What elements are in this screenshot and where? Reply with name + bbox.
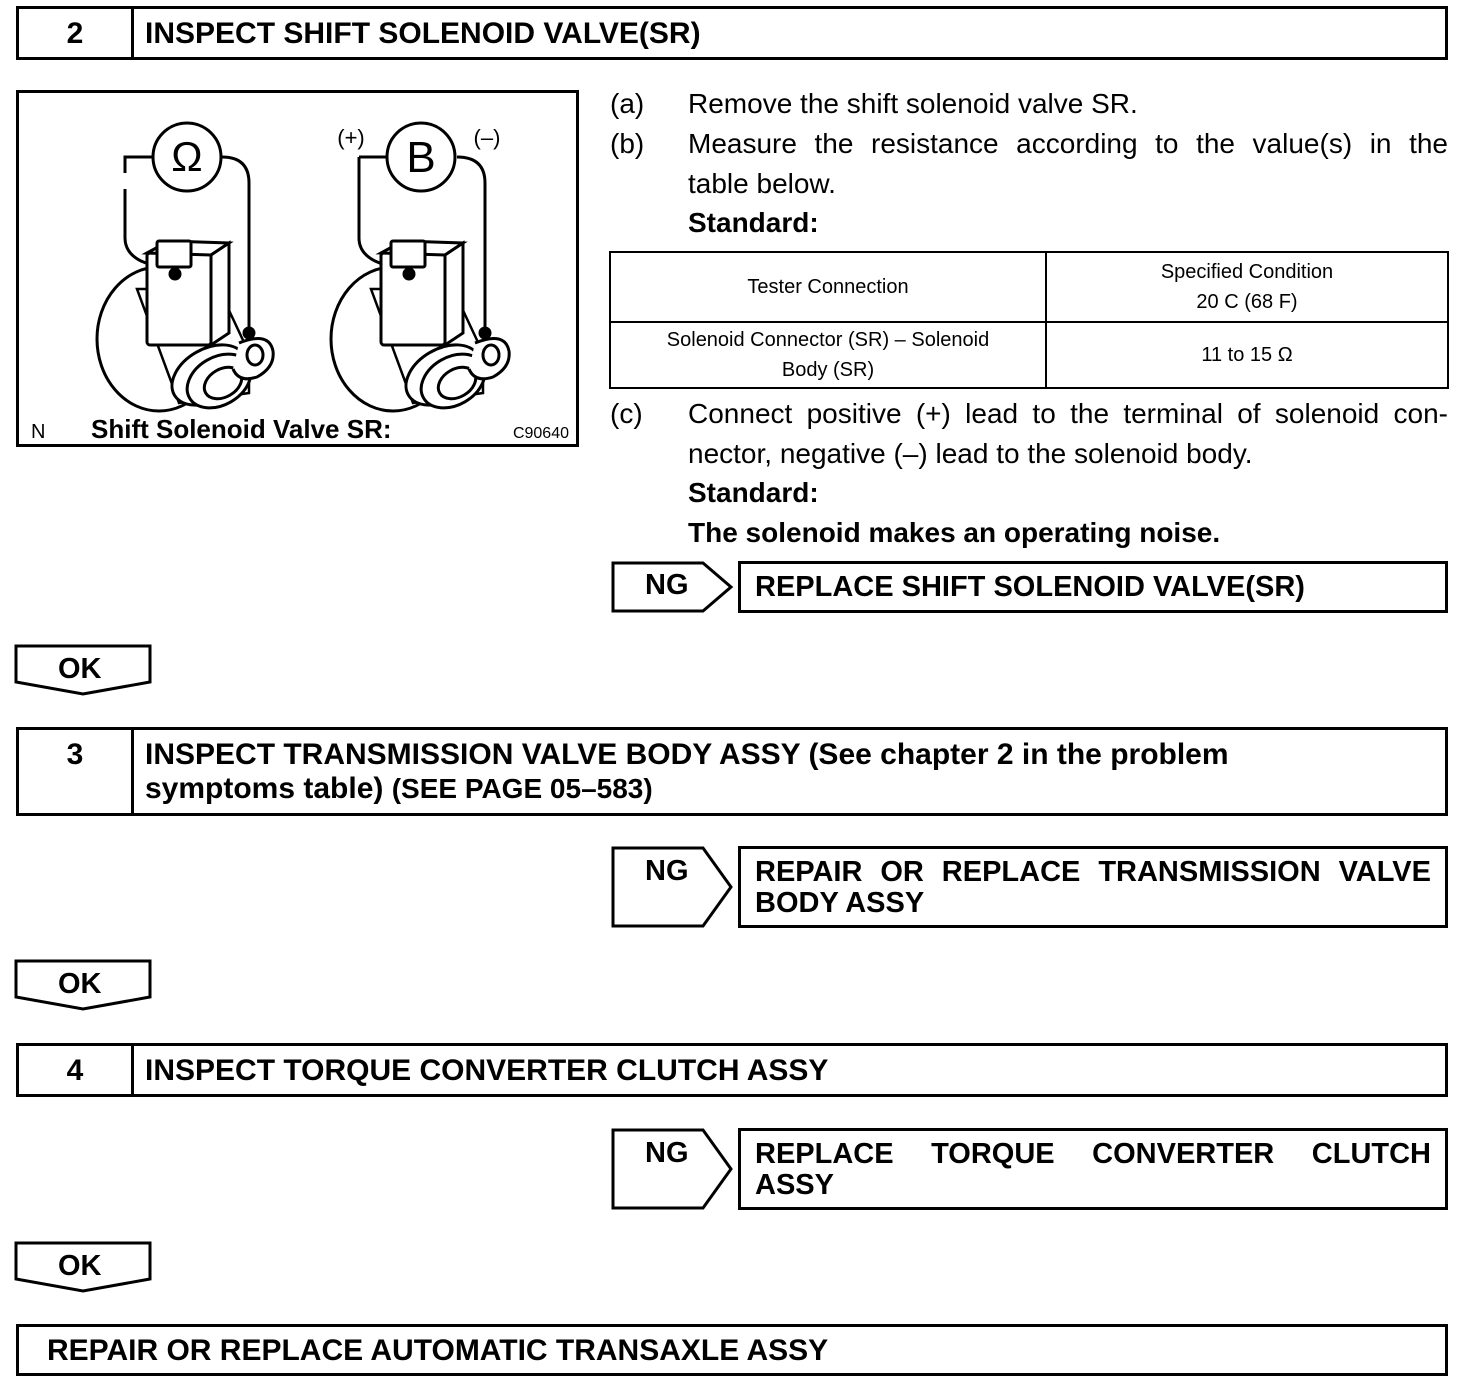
- step-2-title: INSPECT SHIFT SOLENOID VALVE(SR): [145, 17, 701, 50]
- instruction-a-text: Remove the shift solenoid valve SR.: [688, 88, 1138, 119]
- negative-lead-label: (–): [473, 125, 501, 150]
- spec-header-condition-line-2: 20 C (68 F): [1196, 291, 1298, 313]
- figure-code: C90640: [512, 425, 569, 442]
- right-solenoid: [331, 157, 509, 419]
- step-4-title: INSPECT TORQUE CONVERTER CLUTCH ASSY: [145, 1054, 829, 1087]
- step-3-page-reference[interactable]: (SEE PAGE 05–583): [391, 773, 653, 804]
- solenoid-illustration: [19, 93, 576, 444]
- ng-action-step-4-line-2: ASSY: [755, 1169, 834, 1201]
- step-4-header: [16, 1043, 1448, 1097]
- standard-label-c: Standard:: [688, 477, 819, 508]
- instruction-a-label: (a): [610, 88, 645, 119]
- step-3-title-line-2-text: symptoms table): [145, 772, 384, 805]
- step-2-header: [16, 6, 1448, 60]
- spec-header-tester-connection: Tester Connection: [610, 252, 1046, 322]
- instruction-c-line-1: Connect positive (+) lead to the terminal of solenoid con-: [688, 398, 1448, 429]
- instruction-b-line-2: table below.: [688, 168, 836, 199]
- ok-label-step-2: OK: [58, 653, 102, 685]
- spec-row-connection: [610, 322, 1046, 388]
- ng-action-step-3: [738, 846, 1448, 928]
- instruction-c-line-2: nector, negative (–) lead to the solenoid body.: [688, 438, 1253, 469]
- final-action-text: REPAIR OR REPLACE AUTOMATIC TRANSAXLE ASSY: [47, 1334, 829, 1367]
- ng-label-step-3: NG: [645, 855, 689, 887]
- step-2-number: 2: [19, 9, 134, 57]
- left-solenoid: [97, 157, 273, 419]
- battery-symbol: B: [406, 133, 436, 182]
- ng-action-step-4-line-1: REPLACE TORQUE CONVERTER CLUTCH: [755, 1138, 1431, 1170]
- spec-header-condition-line-1: Specified Condition: [1160, 261, 1334, 283]
- ng-action-step-3-line-2: BODY ASSY: [755, 887, 925, 919]
- instruction-b: [610, 124, 1448, 204]
- instruction-a: [610, 84, 1450, 124]
- ng-action-step-2: REPLACE SHIFT SOLENOID VALVE(SR): [738, 561, 1448, 613]
- standard-label-b: Standard:: [688, 207, 819, 238]
- solenoid-figure: [16, 90, 579, 447]
- step-3-title-line-2: [145, 772, 1435, 806]
- ng-label-step-4: NG: [645, 1137, 689, 1169]
- resistance-spec-table: [609, 251, 1449, 389]
- spec-header-specified-condition: [1046, 252, 1448, 322]
- figure-caption: Shift Solenoid Valve SR:: [91, 414, 392, 444]
- spec-table-header-row: [610, 252, 1448, 322]
- ng-action-step-4: [738, 1128, 1448, 1210]
- table-row: [610, 322, 1448, 388]
- standard-result-c: The solenoid makes an operating noise.: [688, 517, 1221, 548]
- ok-label-step-4: OK: [58, 1250, 102, 1282]
- spec-row-condition: 11 to 15 Ω: [1046, 322, 1448, 388]
- final-action-box: [16, 1324, 1448, 1376]
- step-3-title-line-1: INSPECT TRANSMISSION VALVE BODY ASSY (See chapter 2 in the problem: [145, 738, 1229, 771]
- figure-corner-letter: N: [31, 421, 46, 443]
- step-4-number: 4: [19, 1046, 134, 1094]
- spec-row-connection-line-1: Solenoid Connector (SR) – Solenoid: [666, 329, 990, 351]
- ng-label-step-2: NG: [645, 569, 689, 601]
- instruction-c-label: (c): [610, 398, 643, 429]
- instruction-b-label: (b): [610, 128, 645, 159]
- ok-label-step-3: OK: [58, 968, 102, 1000]
- ohm-symbol: Ω: [171, 133, 203, 180]
- step-3-title: [145, 738, 1435, 806]
- ng-action-step-3-line-1: REPAIR OR REPLACE TRANSMISSION VALVE: [755, 856, 1431, 888]
- spec-row-connection-line-2: Body (SR): [781, 359, 875, 381]
- instruction-c: [610, 394, 1448, 474]
- step-3-number: 3: [19, 730, 134, 813]
- instruction-b-line-1: Measure the resistance according to the value(s) in the: [688, 128, 1448, 159]
- step-3-header: [16, 727, 1448, 816]
- positive-lead-label: (+): [337, 125, 365, 150]
